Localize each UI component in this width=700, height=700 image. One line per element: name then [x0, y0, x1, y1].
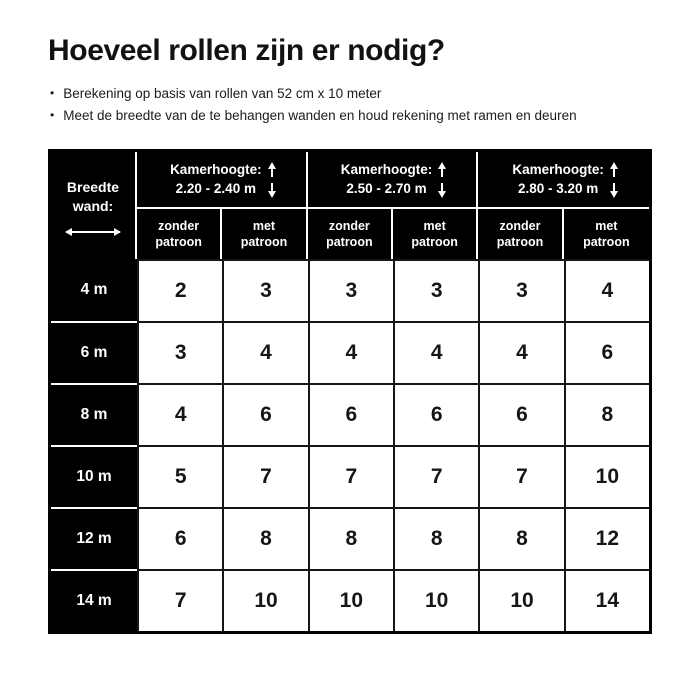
value-cell: 6	[478, 383, 563, 445]
value-cell: 10	[393, 569, 478, 631]
group-header-range: 2.50 - 2.70 m	[346, 180, 427, 196]
value-cell: 7	[308, 445, 393, 507]
note-item: • Berekening op basis van rollen van 52 cm x 10 meter	[48, 83, 652, 105]
value-cell: 10	[564, 445, 649, 507]
row-label: 12 m	[51, 507, 137, 569]
subheader-zonder-patroon: zonder patroon	[308, 209, 393, 259]
value-cell: 3	[137, 321, 222, 383]
value-cell: 10	[478, 569, 563, 631]
subheader-zonder-patroon: zonder patroon	[478, 209, 563, 259]
value-cell: 8	[393, 507, 478, 569]
vertical-double-arrow-icon	[271, 168, 273, 192]
value-cell: 4	[478, 321, 563, 383]
value-cell: 7	[478, 445, 563, 507]
corner-header-breedte-wand	[51, 152, 137, 259]
value-cell: 7	[393, 445, 478, 507]
value-cell: 3	[222, 259, 307, 321]
value-cell: 2	[137, 259, 222, 321]
value-cell: 8	[564, 383, 649, 445]
value-cell: 14	[564, 569, 649, 631]
row-label: 4 m	[51, 259, 137, 321]
vertical-double-arrow-icon	[613, 168, 615, 192]
group-header-range: 2.80 - 3.20 m	[518, 180, 599, 196]
subheader-zonder-patroon: zonder patroon	[137, 209, 222, 259]
value-cell: 7	[137, 569, 222, 631]
row-label: 10 m	[51, 445, 137, 507]
value-cell: 3	[393, 259, 478, 321]
group-header-kamerhoogte-3	[478, 152, 649, 209]
row-label: 8 m	[51, 383, 137, 445]
group-header-range: 2.20 - 2.40 m	[175, 180, 256, 196]
subheader-met-patroon: met patroon	[564, 209, 649, 259]
value-cell: 8	[478, 507, 563, 569]
value-cell: 4	[308, 321, 393, 383]
value-cell: 10	[222, 569, 307, 631]
group-header-kamerhoogte-2	[308, 152, 479, 209]
vertical-double-arrow-icon	[441, 168, 443, 192]
value-cell: 8	[222, 507, 307, 569]
note-item: • Meet de breedte van de te behangen wanden en houd rekening met ramen en deuren	[48, 105, 652, 127]
row-label: 14 m	[51, 569, 137, 631]
page-title: Hoeveel rollen zijn er nodig?	[48, 34, 445, 67]
horizontal-double-arrow-icon	[66, 231, 120, 233]
value-cell: 6	[393, 383, 478, 445]
value-cell: 6	[222, 383, 307, 445]
group-header-kamerhoogte-1	[137, 152, 308, 209]
notes-list	[48, 83, 652, 126]
value-cell: 3	[308, 259, 393, 321]
group-header-label: Kamerhoogte:	[340, 161, 433, 177]
value-cell: 4	[393, 321, 478, 383]
value-cell: 6	[137, 507, 222, 569]
value-cell: 4	[137, 383, 222, 445]
group-header-label: Kamerhoogte:	[512, 161, 604, 177]
row-label: 6 m	[51, 321, 137, 383]
value-cell: 6	[564, 321, 649, 383]
value-cell: 5	[137, 445, 222, 507]
corner-header-label: Breedte wand:	[66, 179, 120, 214]
rolls-table	[48, 149, 652, 634]
value-cell: 12	[564, 507, 649, 569]
value-cell: 8	[308, 507, 393, 569]
value-cell: 3	[478, 259, 563, 321]
group-header-label: Kamerhoogte:	[170, 161, 262, 177]
subheader-met-patroon: met patroon	[393, 209, 478, 259]
value-cell: 10	[308, 569, 393, 631]
subheader-met-patroon: met patroon	[222, 209, 307, 259]
value-cell: 4	[564, 259, 649, 321]
value-cell: 6	[308, 383, 393, 445]
value-cell: 7	[222, 445, 307, 507]
value-cell: 4	[222, 321, 307, 383]
